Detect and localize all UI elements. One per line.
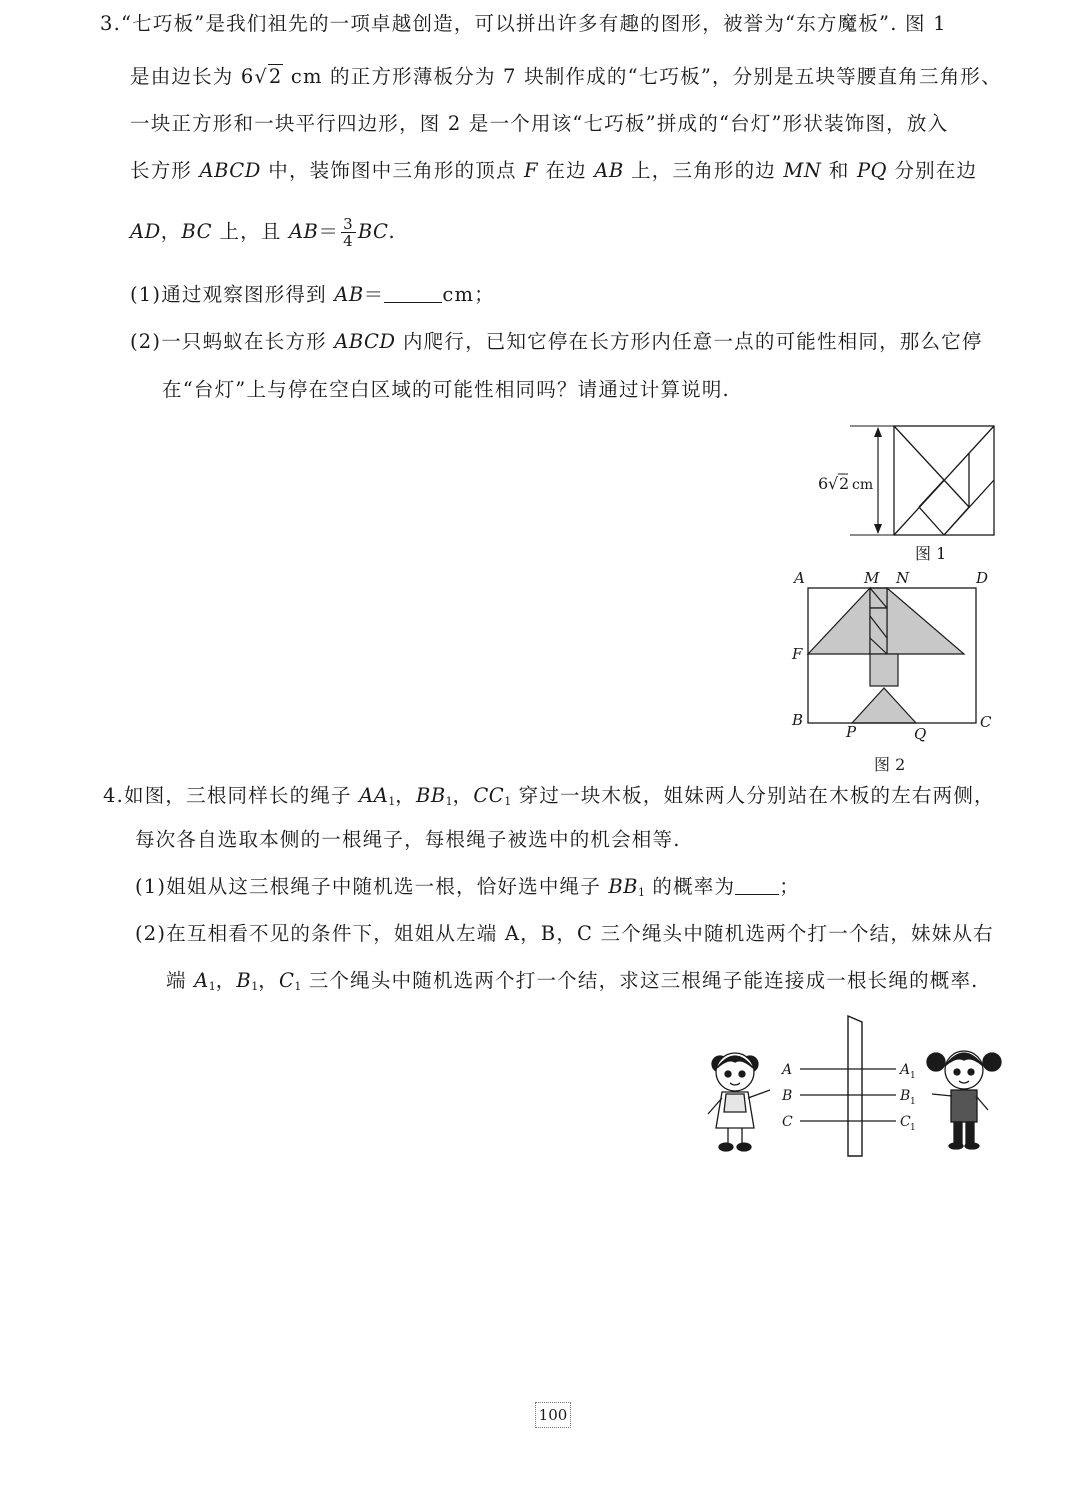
q4-sub2-text-b: 三个绳头中随机选两个打一个结，求这三根绳子能连接成一根长绳的概率. — [301, 969, 979, 992]
rope-label-b1: B — [900, 1088, 911, 1104]
q3-line-1 — [100, 12, 947, 36]
subscript-1: 1 — [294, 980, 302, 993]
q4-sep-2: ， — [452, 784, 474, 807]
q4-line1-text-a: 如图，三根同样长的绳子 — [124, 784, 360, 807]
q4-sep-4: ， — [258, 969, 279, 992]
label-a: A — [794, 569, 805, 587]
q3-sub1-eq: ＝ — [363, 283, 385, 306]
q4-sep-1: ， — [395, 784, 416, 807]
q3-line2-text-b: cm 的正方形薄板分为 7 块制作成的“七巧板”，分别是五块等腰直角三角形、 — [283, 65, 1002, 88]
lamp-center-mid — [870, 608, 887, 654]
subscript-1: 1 — [504, 795, 512, 808]
figure-3-ropes — [690, 1010, 1010, 1160]
label-d: D — [976, 569, 989, 587]
q3-sub1-unit: cm； — [442, 283, 495, 306]
q3-sep: ， — [160, 220, 182, 243]
q3-side-coef: 6 — [240, 65, 255, 88]
q3-point-f: F — [524, 159, 539, 182]
rope-label-a: A — [782, 1062, 793, 1078]
q3-sub-2-line-2 — [162, 378, 730, 402]
fig1-side-unit: cm — [852, 477, 874, 493]
q3-line4-text-d: 上，三角形的边 — [623, 159, 784, 182]
arrow-head-up — [874, 427, 882, 437]
q3-side-ab: AB — [594, 159, 624, 182]
girl-left-illustration — [708, 1053, 770, 1151]
q4-end-c1: C — [278, 969, 295, 992]
q3-eq-sign: ＝ — [318, 220, 340, 243]
label-f: F — [792, 645, 803, 663]
figure-1-tangram — [810, 420, 1000, 570]
q3-sub1-ab: AB — [334, 283, 364, 306]
q3-line-5 — [130, 216, 396, 249]
q4-sub1-text-a: (1)姐姐从这三根绳子中随机选一根，恰好选中绳子 — [135, 875, 609, 898]
q3-sub-1 — [130, 283, 495, 307]
q3-side-mn: MN — [783, 159, 822, 182]
answer-blank[interactable] — [384, 284, 442, 303]
subscript-1: 1 — [208, 980, 216, 993]
q3-side-bc: BC — [181, 220, 213, 243]
q3-line4-text-c: 在边 — [538, 159, 595, 182]
q3-line-2 — [130, 65, 1002, 89]
q4-sep-3: ， — [215, 969, 237, 992]
subscript-1: 1 — [910, 1097, 916, 1107]
q3-sub2-line2-text: 在“台灯”上与停在空白区域的可能性相同吗？请通过计算说明. — [162, 378, 730, 401]
lamp-shade-left — [808, 588, 870, 654]
fig1-radical-sign: √ — [828, 474, 839, 493]
fig1-side-radicand: 2 — [839, 474, 850, 493]
lamp-base — [852, 688, 916, 723]
q4-line-1 — [103, 784, 995, 814]
fig1-side-coef: 6 — [818, 474, 829, 493]
label-p: P — [846, 723, 857, 741]
figure-2-lamp — [788, 566, 998, 778]
arrow-head-down — [874, 524, 882, 534]
q3-side-radicand: 2 — [268, 65, 283, 88]
q3-fraction — [341, 216, 356, 249]
q3-line4-text-b: 中，装饰图中三角形的顶点 — [260, 159, 525, 182]
q3-line1-text: “七巧板”是我们祖先的一项卓越创造，可以拼出许多有趣的图形，被誉为“东方魔板”. 图 1 — [121, 12, 947, 35]
q3-line-3 — [130, 112, 948, 136]
q3-side-length — [241, 65, 284, 88]
q4-line1-text-b: 穿过一块木板，姐妹两人分别站在木板的左右两侧， — [511, 784, 995, 807]
q4-rope-aa: AA — [359, 784, 389, 807]
q3-line4-text-g: 分别在边 — [887, 159, 978, 182]
tangram-square — [894, 426, 994, 535]
q4-line-2 — [135, 828, 681, 852]
label-c: C — [980, 713, 992, 731]
q3-line4-text-e: 和 — [821, 159, 857, 182]
q3-sub2-abcd: ABCD — [334, 330, 396, 353]
q4-rope-bb: BB — [416, 784, 446, 807]
page-number: 100 — [535, 1402, 571, 1428]
answer-blank[interactable] — [735, 876, 779, 895]
q4-end-b1: B — [236, 969, 252, 992]
q4-sub1-rope: BB — [608, 875, 638, 898]
q4-end-a1: A — [194, 969, 209, 992]
q3-eq-ab: AB — [288, 220, 319, 243]
subscript-1: 1 — [910, 1071, 916, 1081]
fig2-caption: 图 2 — [874, 755, 906, 774]
q3-number: 3. — [100, 12, 122, 35]
q3-line3-text: 一块正方形和一块平行四边形，图 2 是一个用该“七巧板”拼成的“台灯”形状装饰图，放入 — [130, 112, 949, 135]
subscript-1: 1 — [388, 795, 396, 808]
lamp-shade-right — [887, 588, 964, 654]
subscript-1: 1 — [910, 1123, 916, 1133]
label-q: Q — [914, 725, 927, 743]
q3-side-ad: AD — [130, 220, 161, 243]
q3-period: . — [388, 220, 396, 243]
q3-frac-num: 3 — [343, 215, 354, 233]
wooden-board — [848, 1016, 862, 1156]
q4-sub2-text-a: 端 — [166, 969, 195, 992]
q4-sub-2-line-1 — [135, 922, 994, 946]
q3-sub-2-line-1 — [130, 330, 983, 354]
q3-line4-text-a: 长方形 — [130, 159, 200, 182]
q4-sub1-end: ； — [779, 875, 800, 898]
q3-sub2-text-b: 内爬行，已知它停在长方形内任意一点的可能性相同，那么它停 — [395, 330, 983, 353]
subscript-1: 1 — [251, 980, 259, 993]
q4-number: 4. — [103, 784, 125, 807]
q4-sub-1 — [135, 875, 800, 905]
girl-right-illustration — [927, 1051, 1001, 1149]
q4-sub-2-line-2 — [166, 969, 979, 999]
q3-line5-text-a: 上，且 — [212, 220, 289, 243]
subscript-1: 1 — [638, 886, 645, 899]
label-m: M — [864, 569, 880, 587]
q3-side-pq: PQ — [856, 159, 888, 182]
q3-rect-abcd: ABCD — [199, 159, 261, 182]
q3-frac-den: 4 — [343, 232, 354, 250]
q4-sub1-text-b: 的概率为 — [645, 875, 736, 898]
rope-label-b: B — [782, 1088, 793, 1104]
rope-label-a1: A — [900, 1062, 911, 1078]
rope-label-c1: C — [900, 1114, 911, 1130]
lamp-stem — [870, 654, 898, 686]
label-b: B — [792, 711, 804, 729]
q3-line-4 — [130, 159, 977, 183]
fig1-caption: 图 1 — [915, 544, 947, 563]
sqrt-radical: √2 — [254, 65, 283, 88]
rope-label-c: C — [782, 1114, 793, 1130]
q3-sub1-text: (1)通过观察图形得到 — [130, 283, 335, 306]
q4-line2-text: 每次各自选取本侧的一根绳子，每根绳子被选中的机会相等. — [135, 828, 681, 851]
lamp-shape — [808, 588, 964, 723]
q3-sub2-text-a: (2)一只蚂蚁在长方形 — [130, 330, 335, 353]
label-n: N — [896, 569, 910, 587]
q4-sub2-line1-text: (2)在互相看不见的条件下，姐姐从左端 A，B，C 三个绳头中随机选两个打一个结，妹妹从右 — [135, 922, 994, 945]
q4-rope-cc: CC — [473, 784, 505, 807]
subscript-1: 1 — [445, 795, 453, 808]
q3-line2-text-a: 是由边长为 — [130, 65, 234, 88]
q3-eq-bc: BC — [357, 220, 389, 243]
